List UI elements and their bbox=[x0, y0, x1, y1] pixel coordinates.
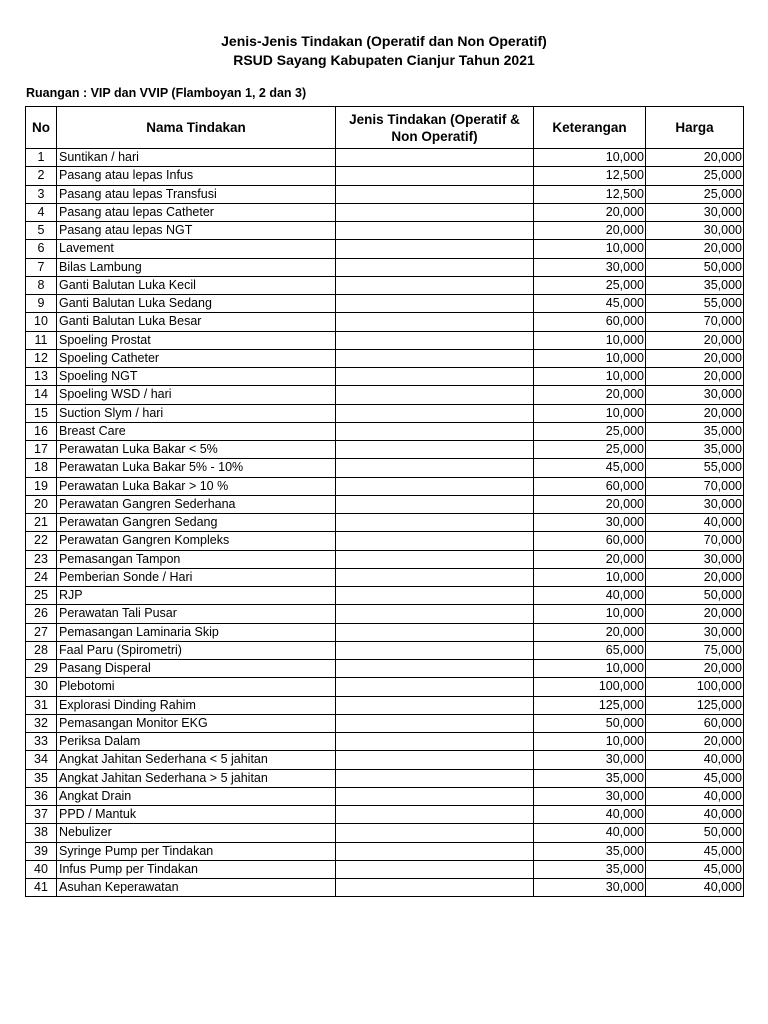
table-row bbox=[26, 495, 744, 513]
keterangan-value: 10,000 bbox=[534, 349, 646, 367]
document-title: Jenis-Jenis Tindakan (Operatif dan Non Operatif) bbox=[221, 33, 547, 49]
table-row bbox=[26, 660, 744, 678]
harga-value: 20,000 bbox=[646, 568, 744, 586]
row-number: 19 bbox=[26, 477, 57, 495]
header-name: Nama Tindakan bbox=[57, 107, 336, 149]
row-number: 27 bbox=[26, 623, 57, 641]
table-row bbox=[26, 824, 744, 842]
keterangan-value: 25,000 bbox=[534, 276, 646, 294]
keterangan-value: 12,500 bbox=[534, 185, 646, 203]
table-row bbox=[26, 477, 744, 495]
header-note: Keterangan bbox=[534, 107, 646, 149]
harga-value: 50,000 bbox=[646, 258, 744, 276]
row-number: 28 bbox=[26, 641, 57, 659]
procedure-name: Faal Paru (Spirometri) bbox=[57, 641, 336, 659]
harga-value: 30,000 bbox=[646, 203, 744, 221]
table-row bbox=[26, 459, 744, 477]
harga-value: 30,000 bbox=[646, 386, 744, 404]
harga-value: 55,000 bbox=[646, 295, 744, 313]
row-number: 23 bbox=[26, 550, 57, 568]
table-row bbox=[26, 441, 744, 459]
row-number: 12 bbox=[26, 349, 57, 367]
row-number: 5 bbox=[26, 222, 57, 240]
keterangan-value: 65,000 bbox=[534, 641, 646, 659]
procedure-type bbox=[336, 331, 534, 349]
keterangan-value: 20,000 bbox=[534, 495, 646, 513]
table-row bbox=[26, 258, 744, 276]
procedure-name: Angkat Drain bbox=[57, 787, 336, 805]
procedure-name: Syringe Pump per Tindakan bbox=[57, 842, 336, 860]
keterangan-value: 40,000 bbox=[534, 806, 646, 824]
procedure-name: Bilas Lambung bbox=[57, 258, 336, 276]
keterangan-value: 100,000 bbox=[534, 678, 646, 696]
harga-value: 40,000 bbox=[646, 879, 744, 897]
row-number: 29 bbox=[26, 660, 57, 678]
table-row bbox=[26, 769, 744, 787]
table-body bbox=[26, 149, 744, 897]
harga-value: 30,000 bbox=[646, 623, 744, 641]
harga-value: 20,000 bbox=[646, 605, 744, 623]
row-number: 8 bbox=[26, 276, 57, 294]
procedure-name: Suntikan / hari bbox=[57, 149, 336, 167]
procedure-type bbox=[336, 495, 534, 513]
harga-value: 30,000 bbox=[646, 222, 744, 240]
harga-value: 25,000 bbox=[646, 167, 744, 185]
harga-value: 30,000 bbox=[646, 495, 744, 513]
procedure-type bbox=[336, 587, 534, 605]
table-row bbox=[26, 733, 744, 751]
keterangan-value: 30,000 bbox=[534, 879, 646, 897]
row-number: 30 bbox=[26, 678, 57, 696]
row-number: 34 bbox=[26, 751, 57, 769]
keterangan-value: 40,000 bbox=[534, 824, 646, 842]
row-number: 35 bbox=[26, 769, 57, 787]
procedure-name: Perawatan Tali Pusar bbox=[57, 605, 336, 623]
row-number: 24 bbox=[26, 568, 57, 586]
harga-value: 125,000 bbox=[646, 696, 744, 714]
harga-value: 20,000 bbox=[646, 404, 744, 422]
keterangan-value: 60,000 bbox=[534, 532, 646, 550]
row-number: 3 bbox=[26, 185, 57, 203]
row-number: 18 bbox=[26, 459, 57, 477]
harga-value: 40,000 bbox=[646, 751, 744, 769]
procedure-name: PPD / Mantuk bbox=[57, 806, 336, 824]
procedure-name: Perawatan Gangren Sederhana bbox=[57, 495, 336, 513]
keterangan-value: 60,000 bbox=[534, 477, 646, 495]
harga-value: 35,000 bbox=[646, 441, 744, 459]
keterangan-value: 125,000 bbox=[534, 696, 646, 714]
row-number: 7 bbox=[26, 258, 57, 276]
harga-value: 30,000 bbox=[646, 550, 744, 568]
harga-value: 50,000 bbox=[646, 824, 744, 842]
procedure-type bbox=[336, 842, 534, 860]
procedure-name: Angkat Jahitan Sederhana < 5 jahitan bbox=[57, 751, 336, 769]
row-number: 14 bbox=[26, 386, 57, 404]
keterangan-value: 10,000 bbox=[534, 149, 646, 167]
table-header-row bbox=[26, 107, 744, 149]
table-row bbox=[26, 514, 744, 532]
procedure-type bbox=[336, 295, 534, 313]
table-row bbox=[26, 313, 744, 331]
keterangan-value: 10,000 bbox=[534, 605, 646, 623]
procedure-type bbox=[336, 514, 534, 532]
harga-value: 20,000 bbox=[646, 660, 744, 678]
table-row bbox=[26, 276, 744, 294]
table-row bbox=[26, 641, 744, 659]
table-row bbox=[26, 623, 744, 641]
harga-value: 40,000 bbox=[646, 787, 744, 805]
procedure-name: Angkat Jahitan Sederhana > 5 jahitan bbox=[57, 769, 336, 787]
procedure-name: Spoeling NGT bbox=[57, 368, 336, 386]
procedure-type bbox=[336, 806, 534, 824]
procedure-name: RJP bbox=[57, 587, 336, 605]
procedure-type bbox=[336, 185, 534, 203]
procedure-type bbox=[336, 623, 534, 641]
row-number: 15 bbox=[26, 404, 57, 422]
harga-value: 45,000 bbox=[646, 860, 744, 878]
procedure-type bbox=[336, 276, 534, 294]
procedure-name: Explorasi Dinding Rahim bbox=[57, 696, 336, 714]
procedure-name: Suction Slym / hari bbox=[57, 404, 336, 422]
row-number: 17 bbox=[26, 441, 57, 459]
keterangan-value: 45,000 bbox=[534, 459, 646, 477]
row-number: 11 bbox=[26, 331, 57, 349]
procedure-type bbox=[336, 386, 534, 404]
row-number: 40 bbox=[26, 860, 57, 878]
keterangan-value: 35,000 bbox=[534, 860, 646, 878]
row-number: 16 bbox=[26, 422, 57, 440]
procedure-type bbox=[336, 678, 534, 696]
harga-value: 20,000 bbox=[646, 149, 744, 167]
procedure-type bbox=[336, 313, 534, 331]
procedure-type bbox=[336, 751, 534, 769]
row-number: 13 bbox=[26, 368, 57, 386]
procedure-type bbox=[336, 568, 534, 586]
procedure-name: Perawatan Gangren Sedang bbox=[57, 514, 336, 532]
row-number: 4 bbox=[26, 203, 57, 221]
keterangan-value: 30,000 bbox=[534, 787, 646, 805]
keterangan-value: 20,000 bbox=[534, 222, 646, 240]
procedure-type bbox=[336, 167, 534, 185]
row-number: 2 bbox=[26, 167, 57, 185]
harga-value: 20,000 bbox=[646, 331, 744, 349]
table-row bbox=[26, 787, 744, 805]
keterangan-value: 40,000 bbox=[534, 587, 646, 605]
procedure-name: Lavement bbox=[57, 240, 336, 258]
keterangan-value: 10,000 bbox=[534, 368, 646, 386]
harga-value: 35,000 bbox=[646, 276, 744, 294]
table-row bbox=[26, 422, 744, 440]
procedure-name: Spoeling WSD / hari bbox=[57, 386, 336, 404]
procedure-name: Ganti Balutan Luka Kecil bbox=[57, 276, 336, 294]
procedure-type bbox=[336, 532, 534, 550]
keterangan-value: 35,000 bbox=[534, 769, 646, 787]
keterangan-value: 10,000 bbox=[534, 331, 646, 349]
procedure-name: Perawatan Luka Bakar > 10 % bbox=[57, 477, 336, 495]
keterangan-value: 10,000 bbox=[534, 240, 646, 258]
table-row bbox=[26, 550, 744, 568]
row-number: 22 bbox=[26, 532, 57, 550]
harga-value: 20,000 bbox=[646, 349, 744, 367]
keterangan-value: 10,000 bbox=[534, 733, 646, 751]
table-row bbox=[26, 149, 744, 167]
keterangan-value: 10,000 bbox=[534, 660, 646, 678]
harga-value: 45,000 bbox=[646, 769, 744, 787]
procedure-type bbox=[336, 660, 534, 678]
table-row bbox=[26, 696, 744, 714]
harga-value: 25,000 bbox=[646, 185, 744, 203]
table-row bbox=[26, 386, 744, 404]
procedure-name: Infus Pump per Tindakan bbox=[57, 860, 336, 878]
table-row bbox=[26, 714, 744, 732]
procedure-type bbox=[336, 787, 534, 805]
harga-value: 60,000 bbox=[646, 714, 744, 732]
header-no: No bbox=[26, 107, 57, 149]
procedure-name: Pemberian Sonde / Hari bbox=[57, 568, 336, 586]
procedure-name: Perawatan Luka Bakar < 5% bbox=[57, 441, 336, 459]
procedure-type bbox=[336, 714, 534, 732]
table-row bbox=[26, 532, 744, 550]
procedure-name: Pemasangan Monitor EKG bbox=[57, 714, 336, 732]
procedure-type bbox=[336, 641, 534, 659]
keterangan-value: 45,000 bbox=[534, 295, 646, 313]
row-number: 1 bbox=[26, 149, 57, 167]
row-number: 9 bbox=[26, 295, 57, 313]
procedure-name: Pemasangan Laminaria Skip bbox=[57, 623, 336, 641]
procedure-type bbox=[336, 550, 534, 568]
table-row bbox=[26, 331, 744, 349]
procedure-type bbox=[336, 441, 534, 459]
procedure-name: Pasang atau lepas Infus bbox=[57, 167, 336, 185]
table-row bbox=[26, 167, 744, 185]
procedure-type bbox=[336, 477, 534, 495]
procedure-name: Pasang atau lepas NGT bbox=[57, 222, 336, 240]
procedure-name: Breast Care bbox=[57, 422, 336, 440]
table-row bbox=[26, 568, 744, 586]
row-number: 10 bbox=[26, 313, 57, 331]
procedure-name: Perawatan Luka Bakar 5% - 10% bbox=[57, 459, 336, 477]
row-number: 36 bbox=[26, 787, 57, 805]
row-number: 26 bbox=[26, 605, 57, 623]
procedure-type bbox=[336, 696, 534, 714]
procedure-type bbox=[336, 879, 534, 897]
procedure-type bbox=[336, 422, 534, 440]
procedure-name: Perawatan Gangren Kompleks bbox=[57, 532, 336, 550]
procedure-type bbox=[336, 222, 534, 240]
row-number: 33 bbox=[26, 733, 57, 751]
room-label: Ruangan : VIP dan VVIP (Flamboyan 1, 2 dan 3) bbox=[26, 86, 307, 100]
row-number: 38 bbox=[26, 824, 57, 842]
row-number: 25 bbox=[26, 587, 57, 605]
table-row bbox=[26, 240, 744, 258]
table-row bbox=[26, 860, 744, 878]
row-number: 37 bbox=[26, 806, 57, 824]
harga-value: 70,000 bbox=[646, 477, 744, 495]
row-number: 41 bbox=[26, 879, 57, 897]
row-number: 20 bbox=[26, 495, 57, 513]
table-row bbox=[26, 751, 744, 769]
header-type: Jenis Tindakan (Operatif & Non Operatif) bbox=[336, 107, 534, 149]
procedure-type bbox=[336, 459, 534, 477]
keterangan-value: 12,500 bbox=[534, 167, 646, 185]
procedure-name: Pemasangan Tampon bbox=[57, 550, 336, 568]
procedure-table bbox=[25, 106, 744, 897]
procedure-type bbox=[336, 860, 534, 878]
procedure-name: Spoeling Prostat bbox=[57, 331, 336, 349]
keterangan-value: 30,000 bbox=[534, 258, 646, 276]
harga-value: 55,000 bbox=[646, 459, 744, 477]
procedure-name: Periksa Dalam bbox=[57, 733, 336, 751]
harga-value: 45,000 bbox=[646, 842, 744, 860]
procedure-type bbox=[336, 824, 534, 842]
table-row bbox=[26, 185, 744, 203]
row-number: 21 bbox=[26, 514, 57, 532]
document-subtitle: RSUD Sayang Kabupaten Cianjur Tahun 2021 bbox=[233, 52, 535, 68]
procedure-type bbox=[336, 349, 534, 367]
procedure-name: Ganti Balutan Luka Besar bbox=[57, 313, 336, 331]
harga-value: 70,000 bbox=[646, 532, 744, 550]
table-row bbox=[26, 222, 744, 240]
table-row bbox=[26, 842, 744, 860]
row-number: 31 bbox=[26, 696, 57, 714]
keterangan-value: 20,000 bbox=[534, 203, 646, 221]
table-row bbox=[26, 404, 744, 422]
keterangan-value: 20,000 bbox=[534, 623, 646, 641]
harga-value: 20,000 bbox=[646, 368, 744, 386]
procedure-name: Pasang atau lepas Catheter bbox=[57, 203, 336, 221]
table-row bbox=[26, 806, 744, 824]
table-row bbox=[26, 368, 744, 386]
table-row bbox=[26, 605, 744, 623]
table-row bbox=[26, 587, 744, 605]
header-price: Harga bbox=[646, 107, 744, 149]
keterangan-value: 60,000 bbox=[534, 313, 646, 331]
procedure-type bbox=[336, 258, 534, 276]
keterangan-value: 35,000 bbox=[534, 842, 646, 860]
harga-value: 40,000 bbox=[646, 806, 744, 824]
procedure-name: Pasang Disperal bbox=[57, 660, 336, 678]
procedure-name: Spoeling Catheter bbox=[57, 349, 336, 367]
table-row bbox=[26, 349, 744, 367]
procedure-name: Plebotomi bbox=[57, 678, 336, 696]
harga-value: 75,000 bbox=[646, 641, 744, 659]
procedure-name: Nebulizer bbox=[57, 824, 336, 842]
harga-value: 20,000 bbox=[646, 733, 744, 751]
table-row bbox=[26, 678, 744, 696]
procedure-type bbox=[336, 733, 534, 751]
procedure-type bbox=[336, 203, 534, 221]
keterangan-value: 10,000 bbox=[534, 568, 646, 586]
row-number: 39 bbox=[26, 842, 57, 860]
procedure-type bbox=[336, 368, 534, 386]
harga-value: 35,000 bbox=[646, 422, 744, 440]
procedure-name: Pasang atau lepas Transfusi bbox=[57, 185, 336, 203]
procedure-type bbox=[336, 605, 534, 623]
procedure-name: Ganti Balutan Luka Sedang bbox=[57, 295, 336, 313]
keterangan-value: 30,000 bbox=[534, 514, 646, 532]
keterangan-value: 20,000 bbox=[534, 550, 646, 568]
keterangan-value: 30,000 bbox=[534, 751, 646, 769]
keterangan-value: 50,000 bbox=[534, 714, 646, 732]
harga-value: 70,000 bbox=[646, 313, 744, 331]
harga-value: 100,000 bbox=[646, 678, 744, 696]
row-number: 32 bbox=[26, 714, 57, 732]
harga-value: 20,000 bbox=[646, 240, 744, 258]
table-row bbox=[26, 879, 744, 897]
harga-value: 40,000 bbox=[646, 514, 744, 532]
procedure-name: Asuhan Keperawatan bbox=[57, 879, 336, 897]
row-number: 6 bbox=[26, 240, 57, 258]
keterangan-value: 25,000 bbox=[534, 441, 646, 459]
procedure-type bbox=[336, 149, 534, 167]
keterangan-value: 10,000 bbox=[534, 404, 646, 422]
table-row bbox=[26, 295, 744, 313]
procedure-type bbox=[336, 769, 534, 787]
harga-value: 50,000 bbox=[646, 587, 744, 605]
keterangan-value: 20,000 bbox=[534, 386, 646, 404]
procedure-type bbox=[336, 240, 534, 258]
procedure-type bbox=[336, 404, 534, 422]
keterangan-value: 25,000 bbox=[534, 422, 646, 440]
table-row bbox=[26, 203, 744, 221]
